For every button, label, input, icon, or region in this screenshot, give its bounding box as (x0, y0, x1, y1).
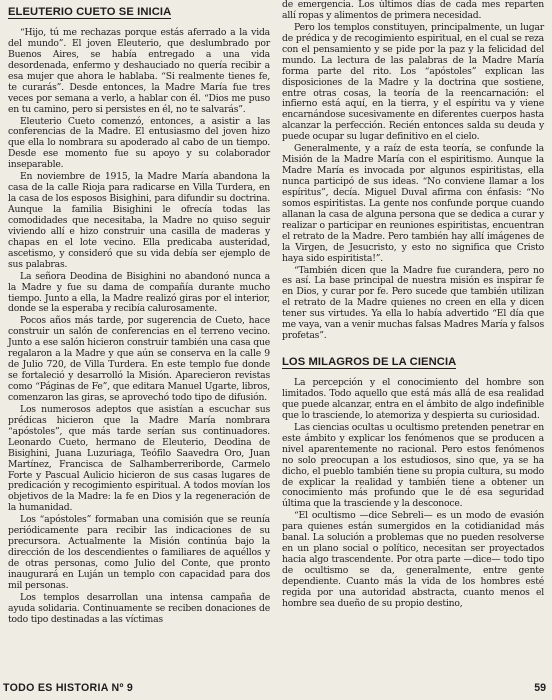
left-column (8, 0, 270, 627)
article-paragraph: Generalmente, y a raíz de esta teoría, se confunde la Misión de la Madre María con el espiritismo. Aunque la Madre María es invocada por algunos espiritistas, ella nunca participó de sus ideas. “No conviene llamar a los espíritus”, decía. Miguel Duval afirma con énfasis: “No somos espiritistas. La gente nos confunde porque cuando allanan la casa de alguna persona que se dedica a curar y realizar o participar en reuniones espiritistas, encuentran el retrato de la Madre. Pero también hay allí imágenes de la Virgen, de Jesucristo, y esto no significa que Cristo haya sido espiritista!”. (282, 143, 544, 264)
article-paragraph: “Hijo, tú me rechazas porque estás aferrado a la vida del mundo”. El joven Eleuterio, que deslumbrado por Buenos Aires, se había entregado a una vida desordenada, enfermo y deshauciado no quería recibir a esa mujer que ahora le hablaba. “Si realmente tienes fe, te curarás”. Desde entonces, la Madre María fue tres veces por semana a verlo, a hablar con él. “Dios me puso en tu camino, pero si persistes en él, no te salvarás”. (8, 27, 270, 115)
section-heading-eleuterio-cueto: ELEUTERIO CUETO SE INICIA (8, 6, 172, 18)
article-paragraph: Eleuterio Cueto comenzó, entonces, a asistir a las conferencias de la Madre. El entusiasmo del joven hizo que ella lo nombrara su apoderado al cabo de un tiempo. Desde ese momento fue su apoyo y su colaborador inseparable. (8, 115, 270, 171)
section-heading-milagros-ciencia: LOS MILAGROS DE LA CIENCIA (282, 356, 457, 369)
article-paragraph: La señora Deodina de Bisighini no abandonó nunca a la Madre y fue su dama de compañía durante mucho tiempo. Junto a ella, la Madre realizó giras por el interior, donde se la esperaba y recibía calurosamente. (8, 270, 270, 315)
article-paragraph: En noviembre de 1915, la Madre María abandona la casa de la calle Rioja para radicarse en Villa Turdera, en la casa de los esposos Bisighini, para difundir su doctrina. Aunque la familia Bisighini le ofrecía todas las comodidades que necesitaba, la Madre no quiso seguir viviendo allí e hizo construir una casilla de maderas y chapas en el lote vecino. Ella predicaba austeridad, ascetismo, y consideró que su vida debía ser ejemplo de sus palabras. (8, 171, 270, 270)
page-number: 59 (534, 682, 546, 694)
article-paragraph: “También dicen que la Madre fue curandera, pero no es así. La base principal de nuestra misión es inspirar fe en Dios, y curar por fe. Pero sucede que también utilizan el retrato de la Madre quienes no creen en ella y dicen tener sus virtudes. Ya ella lo había advertido “El día que me vaya, van a venir muchas falsas Madres María y falsos profetas”. (282, 264, 544, 342)
article-paragraph: Los “apóstoles” formaban una comisión que se reunía periódicamente para recibir las indicaciones de su precursora. Actualmente la Misión continúa bajo la dirección de los descendientes o familiares de aquéllos y de otras personas, como Julio del Conte, que pronto inaugurará en Luján un templo con capacidad para dos mil personas. (8, 514, 270, 591)
article-paragraph: Pero los templos constituyen, principalmente, un lugar de prédica y de recogimiento espiritual, en el cual se reza con el pensamiento y se pide por la paz y la felicidad del mundo. La lectura de las palabras de la Madre María forma parte del rito. Los “apóstoles” explican las disposiciones de la Madre y la doctrina que sostiene, entre otras cosas, la teoría de la reencarnación: el infierno está aquí, en la tierra, y el espíritu va y viene encarnándose sucesivamente en diferentes cuerpos hasta alcanzar la perfección. Recién entonces salda su deuda y puede ocupar su lugar definitivo en el cielo. (282, 21, 544, 143)
publication-name: TODO ES HISTORIA Nº 9 (3, 682, 134, 694)
article-paragraph: “El ocultismo —dice Sebreli— es un modo de evasión para quienes están sumergidos en la cotidianidad más banal. La solución a problemas que no pueden resolverse en un plano social o político, necesitan ser proyectados hacia algo trascendente. Por otra parte —dice— todo tipo de ocultismo se da, generalmente, entre gente dependiente. Cuanto más la vida de los hombres esté regida por una autoridad abstracta, cuanto menos el hombre sea dueño de su propio destino, (282, 510, 544, 609)
page-footer (0, 680, 552, 700)
article-paragraph: de emergencia. Los últimos días de cada mes reparten allí ropas y alimentos de primera necesidad. (282, 0, 544, 21)
article-paragraph: La percepción y el conocimiento del hombre son limitados. Todo aquello que está más allá de esa realidad que puede alcanzar, entra en el ámbito de algo indefinible que lo trasciende, lo atemoriza y despierta su curiosidad. (282, 377, 544, 421)
article-paragraph: Pocos años más tarde, por sugerencia de Cueto, hace construir un salón de conferencias en el terreno vecino. Junto a ese salón hicieron construir también una casa que regalaron a la Madre y que aún se conserva en la calle 9 de Julio 720, de Villa Turdera. En este templo fue donde se fortaleció y desarrolló la Misión. Aparecieron revistas como “Páginas de Fe”, que editara Manuel Ugarte, libros, comenzaron las giras, se aprovechó todo tipo de difusión. (8, 315, 270, 403)
article-paragraph: Las ciencias ocultas u ocultismo pretenden penetrar en este ámbito y explicar los fenómenos que se producen a nivel aparentemente no racional. Pero estos fenómenos no solo preocupan a los estudiosos, sino que, ya se ha dicho, el pueblo también tiene su propia cultura, su modo de explicar la realidad y también tiene a obtener un conocimiento más profundo que le dé esa seguridad última que la trasciende y la desconoce. (282, 421, 544, 510)
article-paragraph: Los templos desarrollan una intensa campaña de ayuda solidaria. Continuamente se reciben donaciones de todo tipo destinadas a las víctimas (8, 591, 270, 625)
right-column (282, 0, 544, 611)
article-paragraph: Los numerosos adeptos que asistían a escuchar sus prédicas hicieron que la Madre María nombrara “apóstoles”, que más tarde serían sus continuadores. Leonardo Cueto, hermano de Eleuterio, Deodina de Bisighini, Juana Luzuriaga, Teófilo Saavedra Oro, Juan Martínez, Francisca de Salhamberreriborde, Carmelo Forte y Pascual Aulicio hicieron de sus casas lugares de predicación y recogimiento espiritual. A todos movían los objetivos de la Madre: la fe en Dios y la regeneración de la humanidad. (8, 403, 270, 514)
